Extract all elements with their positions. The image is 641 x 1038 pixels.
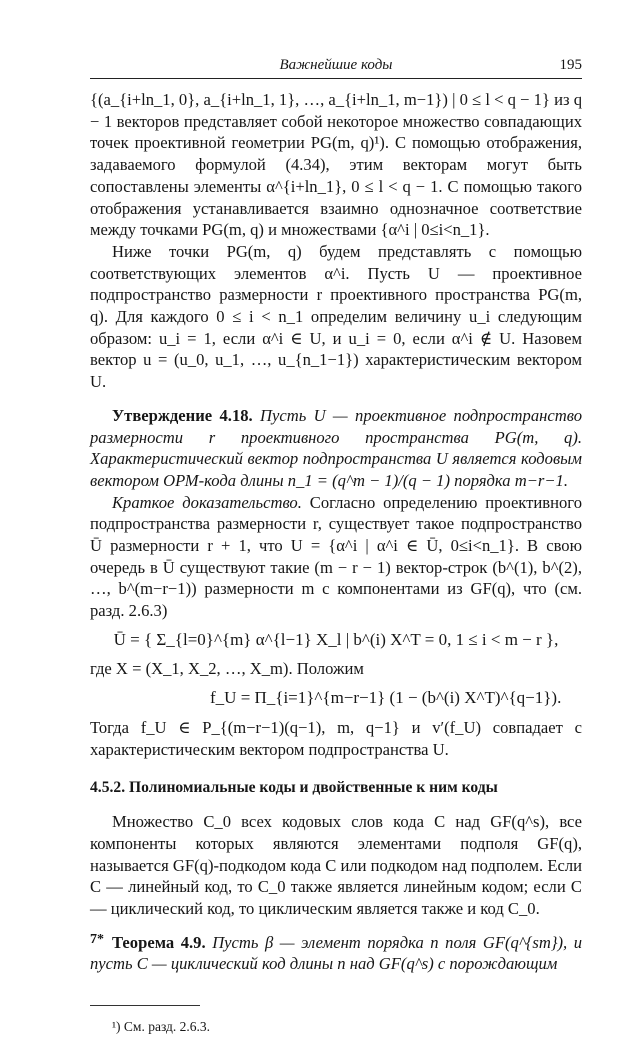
proof-text: Согласно определению проективного подпространства размерности r, существует такое подпространство Ū размерности r + 1, что U = {α^i | α^i ∈ Ū, 0≤i<n_1}. В свою очередь в Ū существуют такие (m − r − 1) вектор-строк (b^(1), b^(2), …, b^(m−r−1)) размерности m с компонентами из GF(q), что (см. разд. 2.6.3) — [90, 492, 582, 621]
statement-text: Пусть U — проективное подпространство размерности r проективного пространства PG(m, q). Характеристический вектор подпространства U является кодовым вектором ОРМ-кода длины n_1 = (q^m − 1)/(q − 1) порядка m−r−1. — [90, 405, 582, 490]
footnote-rule — [90, 1005, 200, 1006]
paragraph-subcode: Множество C_0 всех кодовых слов кода C над GF(q^s), все компоненты которых являются элементами подполя GF(q), называется GF(q)-подкодом кода C или подкодом над подполем. Если C — линейный код, то C_0 также является линейным кодом; если C — циклический код, то циклическим является также и код C_0. — [90, 812, 582, 918]
statement-4-18 — [90, 405, 582, 492]
theorem-text: Пусть β — элемент порядка n поля GF(q^{sm}), и пусть C — циклический код длины n над GF(q^s) с порождающим — [90, 932, 583, 974]
formula-u-bar: Ū = { Σ_{l=0}^{m} α^{l−1} X_l | b^(i) X^T = 0, 1 ≤ i < m − r }, — [113, 629, 559, 649]
theorem-4-9 — [90, 932, 582, 975]
section-heading: 4.5.2. Полиномиальные коды и двойственные к ним коды — [90, 779, 498, 797]
paragraph-subspace: Ниже точки PG(m, q) будем представлять с помощью соответствующих элементов α^i. Пусть U — проективное подпространство размерности r проективного пространства PG(m, q). Для каждого 0 ≤ i < n_1 определим величину u_i следующим образом: u_i = 1, если α^i ∈ U, и u_i = 0, если α^i ∉ U. Назовем вектор u = (u_0, u_1, …, u_{n_1−1}) характеристическим вектором U. — [90, 241, 582, 392]
paragraph-points: {(a_{i+ln_1, 0}, a_{i+ln_1, 1}, …, a_{i+ln_1, m−1}) | 0 ≤ l < q − 1} из q − 1 векторов представляет собой некоторое множество совпадающих точек проективной геометрии PG(m, q)¹). С помощью отображения, задаваемого формулой (4.34), этим векторам могут быть сопоставлены элементы α^{i+ln_1}, 0 ≤ l < q − 1. С помощью такого отображения устанавливается взаимно однозначное соответствие между точками PG(m, q) и множествами {α^i | 0≤i<n_1}. — [90, 90, 582, 240]
page-body — [90, 89, 582, 1038]
footnote: ¹) См. разд. 2.6.3. — [112, 1019, 211, 1035]
then-text: Тогда f_U ∈ P_{(m−r−1)(q−1), m, q−1} и v′(f_U) совпадает с характеристическим вектором подпространства U. — [90, 717, 582, 759]
proof-label: Краткое доказательство. — [112, 492, 302, 512]
page — [90, 52, 582, 1038]
proof-paragraph — [90, 492, 582, 622]
page-number: 195 — [559, 57, 582, 73]
running-title: Важнейшие коды — [279, 57, 393, 73]
statement-label: Утверждение 4.18. — [112, 405, 253, 425]
where-text: где X = (X_1, X_2, …, X_m). Положим — [90, 658, 364, 678]
theorem-label: Теорема 4.9. — [112, 932, 206, 952]
signature-mark: 7* — [90, 932, 104, 947]
running-header — [90, 52, 582, 79]
formula-f-u: f_U = Π_{i=1}^{m−r−1} (1 − (b^(i) X^T)^{q−1}). — [210, 688, 562, 708]
